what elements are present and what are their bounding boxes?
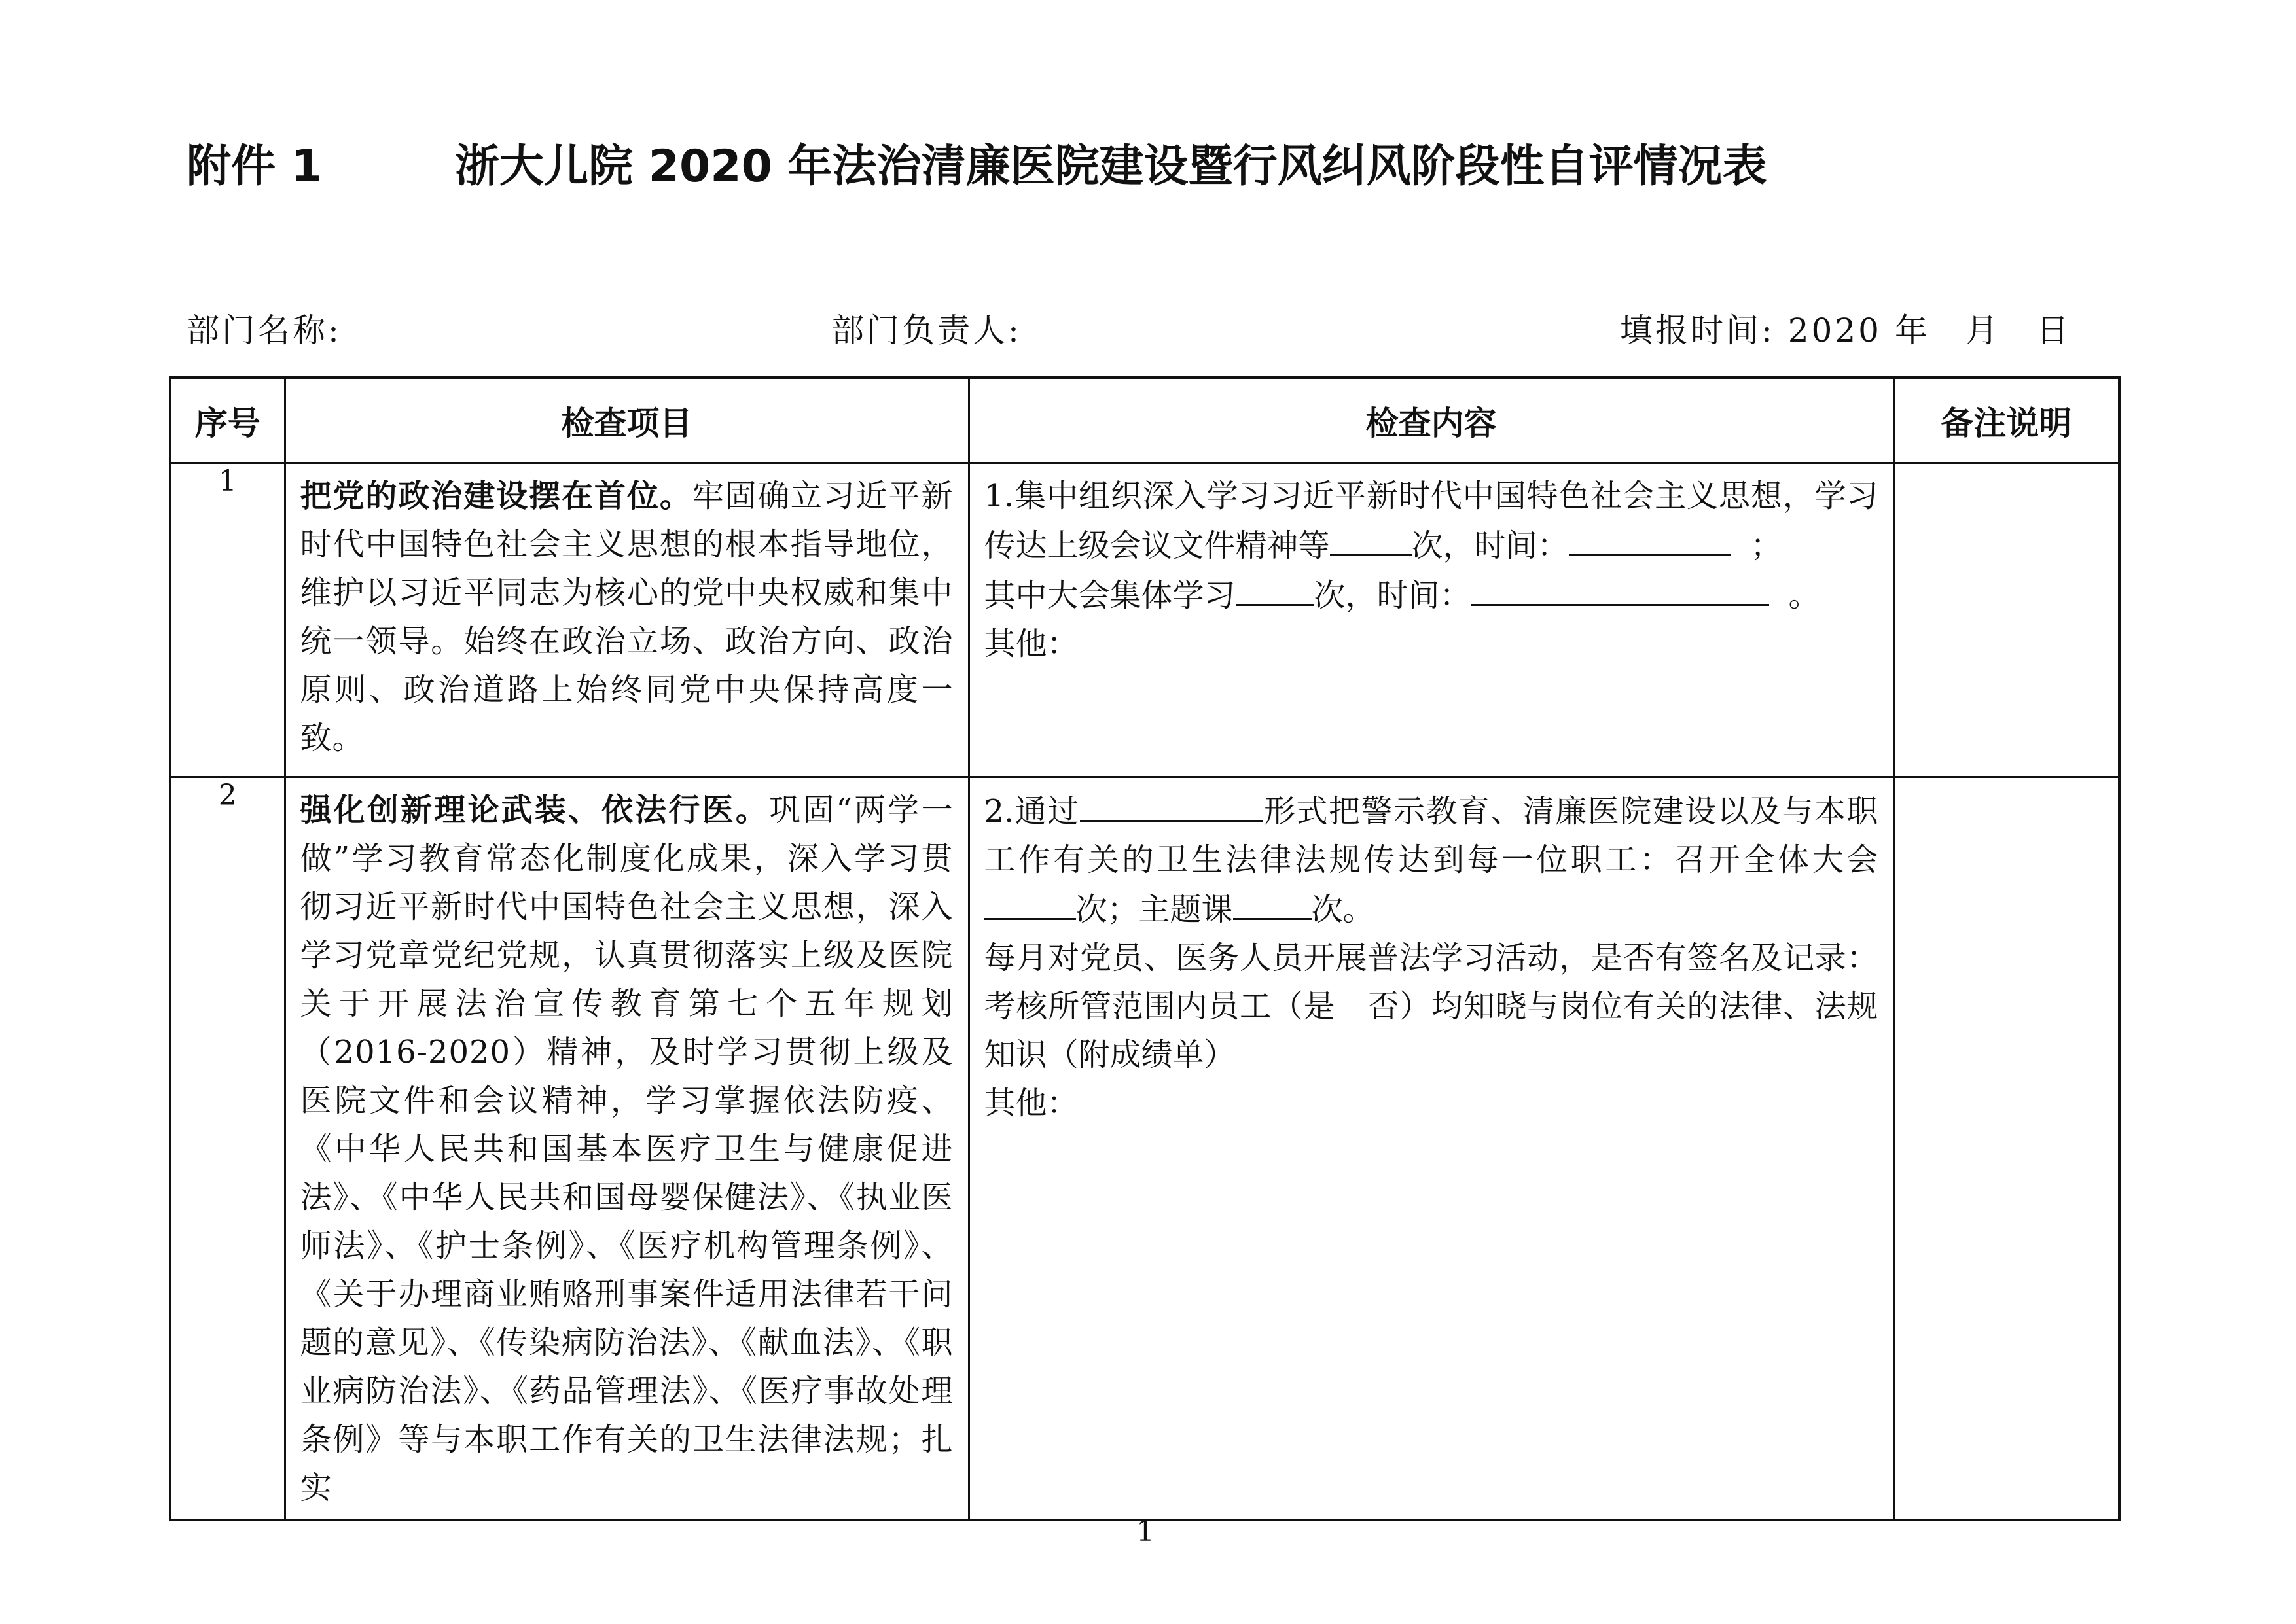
blank-count-field[interactable]	[1330, 520, 1412, 556]
content-text: 其中大会集体学习	[984, 577, 1236, 614]
header-num: 序号	[170, 378, 285, 463]
blank-count-field[interactable]	[1236, 570, 1314, 606]
table-row	[170, 777, 2119, 1521]
check-content	[969, 777, 1893, 1521]
content-text: 2.通过	[984, 793, 1080, 830]
content-text: 次，时间：	[1314, 577, 1471, 614]
attachment-label: 附件 1	[187, 141, 322, 192]
blank-time-field[interactable]	[1471, 570, 1769, 606]
blank-count-field[interactable]	[984, 884, 1076, 920]
header-remark: 备注说明	[1893, 378, 2119, 463]
content-paragraph	[984, 786, 1878, 934]
table-header-row	[170, 378, 2119, 463]
dept-name-label: 部门名称:	[187, 311, 342, 349]
content-text: 次；主题课	[1075, 891, 1233, 928]
dept-head-label: 部门负责人:	[831, 311, 1022, 349]
check-item	[285, 463, 969, 777]
document-title: 浙大儿院 2020 年法治清廉医院建设暨行风纠风阶段性自评情况表	[455, 141, 1767, 192]
check-item-heading: 强化创新理论武装、依法行医。	[300, 792, 770, 828]
content-text: 次，时间：	[1411, 527, 1569, 564]
check-item-heading: 把党的政治建设摆在首位。	[300, 478, 692, 514]
document-header	[187, 128, 2150, 206]
remark-cell[interactable]	[1893, 777, 2119, 1521]
page-number: 1	[1136, 1515, 1155, 1548]
content-text: ；	[1750, 527, 1782, 564]
content-paragraph	[984, 570, 1878, 620]
content-text: 次。	[1311, 891, 1374, 928]
check-item	[285, 777, 969, 1521]
content-paragraph: 其他：	[984, 1085, 1079, 1121]
content-paragraph: 每月对党员、医务人员开展普法学习活动，是否有签名及记录：考核所管范围内员工（是 否）均知晓与岗位有关的法律、法规知识（附成绩单）	[984, 940, 1878, 1073]
check-item-text: 牢固确立习近平新时代中国特色社会主义思想的根本指导地位，维护以习近平同志为核心的党中央权威和集中统一领导。始终在政治立场、政治方向、政治原则、政治道路上始终同党中央保持高度一致。	[300, 478, 954, 756]
row-number: 2	[170, 777, 285, 1521]
self-evaluation-table	[169, 376, 2121, 1521]
check-content	[969, 463, 1893, 777]
remark-cell[interactable]	[1893, 463, 2119, 777]
fill-date-label: 填报时间: 2020 年 月 日	[1620, 311, 2072, 349]
blank-time-field[interactable]	[1569, 520, 1731, 556]
blank-count-field[interactable]	[1233, 884, 1312, 920]
header-content: 检查内容	[969, 378, 1893, 463]
blank-form-field[interactable]	[1080, 786, 1263, 822]
content-text: 。	[1788, 577, 1820, 614]
content-paragraph	[984, 472, 1878, 570]
content-paragraph: 其他：	[984, 626, 1079, 662]
content-text: 1.集中组织深入学习习近平新时代中国特色社会主义思想，学习传达上级会议文件精神等	[984, 478, 1878, 564]
row-number: 1	[170, 463, 285, 777]
content-text: 形式把警示教育、清廉医院建设以及与本职工作有关的卫生法律法规传达到每一位职工：召开全体大会	[984, 793, 1878, 878]
table-row	[170, 463, 2119, 777]
check-item-text: 巩固“两学一做”学习教育常态化制度化成果，深入学习贯彻习近平新时代中国特色社会主义思想，深入学习党章党纪党规，认真贯彻落实上级及医院关于开展法治宣传教育第七个五年规划（2016-2020）精神，及时学习贯彻上级及医院文件和会议精神，学习掌握依法防疫、《中华人民共和国基本医疗卫生与健康促进法》、《中华人民共和国母婴保健法》、《执业医师法》、《护士条例》、《医疗机构管理条例》、《关于办理商业贿赂刑事案件适用法律若干问题的意见》、《传染病防治法》、《献血法》、《职业病防治法》、《药品管理法》、《医疗事故处理条例》等与本职工作有关的卫生法律法规；扎实	[300, 792, 954, 1506]
header-item: 检查项目	[285, 378, 969, 463]
